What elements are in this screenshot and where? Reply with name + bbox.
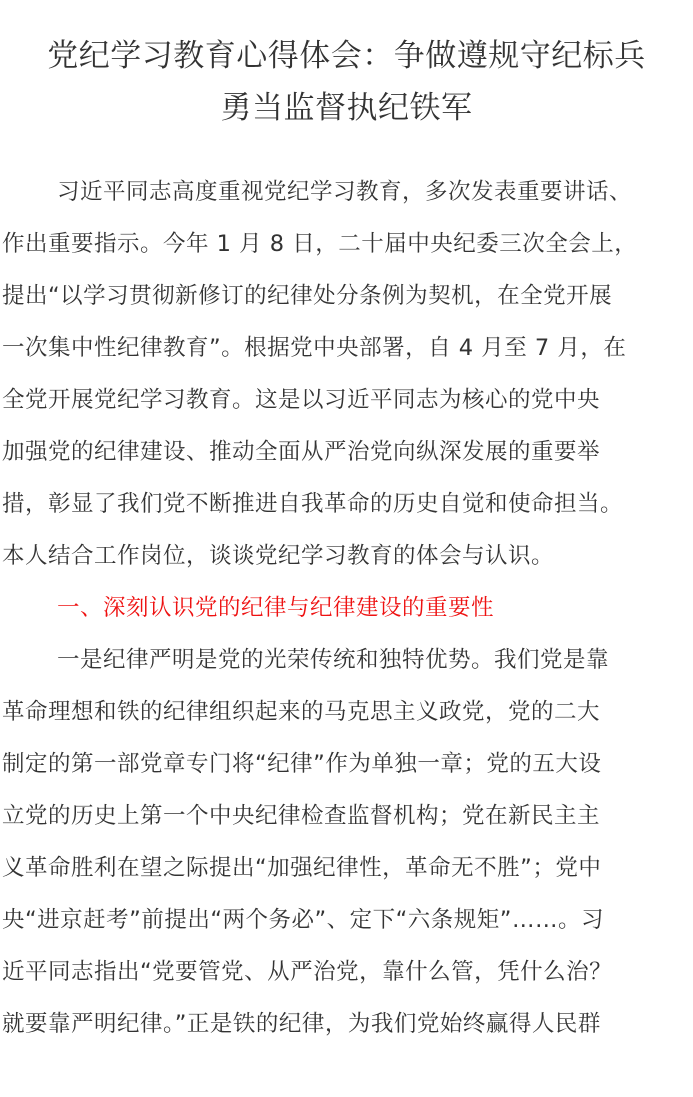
- paragraph-2-line-7: 近平同志指出“党要管党、从严治党，靠什么管，凭什么治？: [2, 959, 613, 985]
- paragraph-1-line-7: 措，彰显了我们党不断推进自我革命的历史自觉和使命担当。: [2, 491, 624, 517]
- article-title: [0, 0, 693, 134]
- paragraph-1-line-6: 加强党的纪律建设、推动全面从严治党向纵深发展的重要举: [2, 439, 601, 465]
- paragraph-2-line-1: 一是纪律严明是党的光荣传统和独特优势。我们党是靠: [57, 647, 610, 673]
- paragraph-2-line-5: 义革命胜利在望之际提出“加强纪律性，革命无不胜”；党中: [2, 855, 602, 881]
- article-body: [0, 177, 693, 1061]
- article-title-line-2: 勇当监督执纪铁军: [220, 90, 473, 126]
- section-heading-1: 一、深刻认识党的纪律与纪律建设的重要性: [57, 595, 495, 621]
- paragraph-1-line-2: 作出重要指示。今年 1 月 8 日，二十届中央纪委三次全会上，: [2, 231, 638, 257]
- paragraph-2-line-6: 央“进京赶考”前提出“两个务必”、定下“六条规矩”……。习: [2, 907, 604, 933]
- paragraph-1-line-8: 本人结合工作岗位，谈谈党纪学习教育的体会与认识。: [2, 543, 555, 569]
- paragraph-2-line-4: 立党的历史上第一个中央纪律检查监督机构；党在新民主主: [2, 803, 601, 829]
- paragraph-2-line-2: 革命理想和铁的纪律组织起来的马克思主义政党，党的二大: [2, 699, 601, 725]
- paragraph-1-line-3: 提出“以学习贯彻新修订的纪律处分条例为契机，在全党开展: [2, 283, 613, 309]
- paragraph-1-line-1: 习近平同志高度重视党纪学习教育，多次发表重要讲话、: [57, 179, 633, 205]
- paragraph-1-line-5: 全党开展党纪学习教育。这是以习近平同志为核心的党中央: [2, 387, 601, 413]
- paragraph-2-line-8: 就要靠严明纪律。”正是铁的纪律，为我们党始终赢得人民群: [2, 1011, 601, 1037]
- paragraph-1-line-4: 一次集中性纪律教育”。根据党中央部署，自 4 月至 7 月，在: [2, 335, 627, 361]
- article-title-line-1: 党纪学习教育心得体会：争做遵规守纪标兵: [47, 38, 646, 74]
- paragraph-2-line-3: 制定的第一部党章专门将“纪律”作为单独一章；党的五大设: [2, 751, 602, 777]
